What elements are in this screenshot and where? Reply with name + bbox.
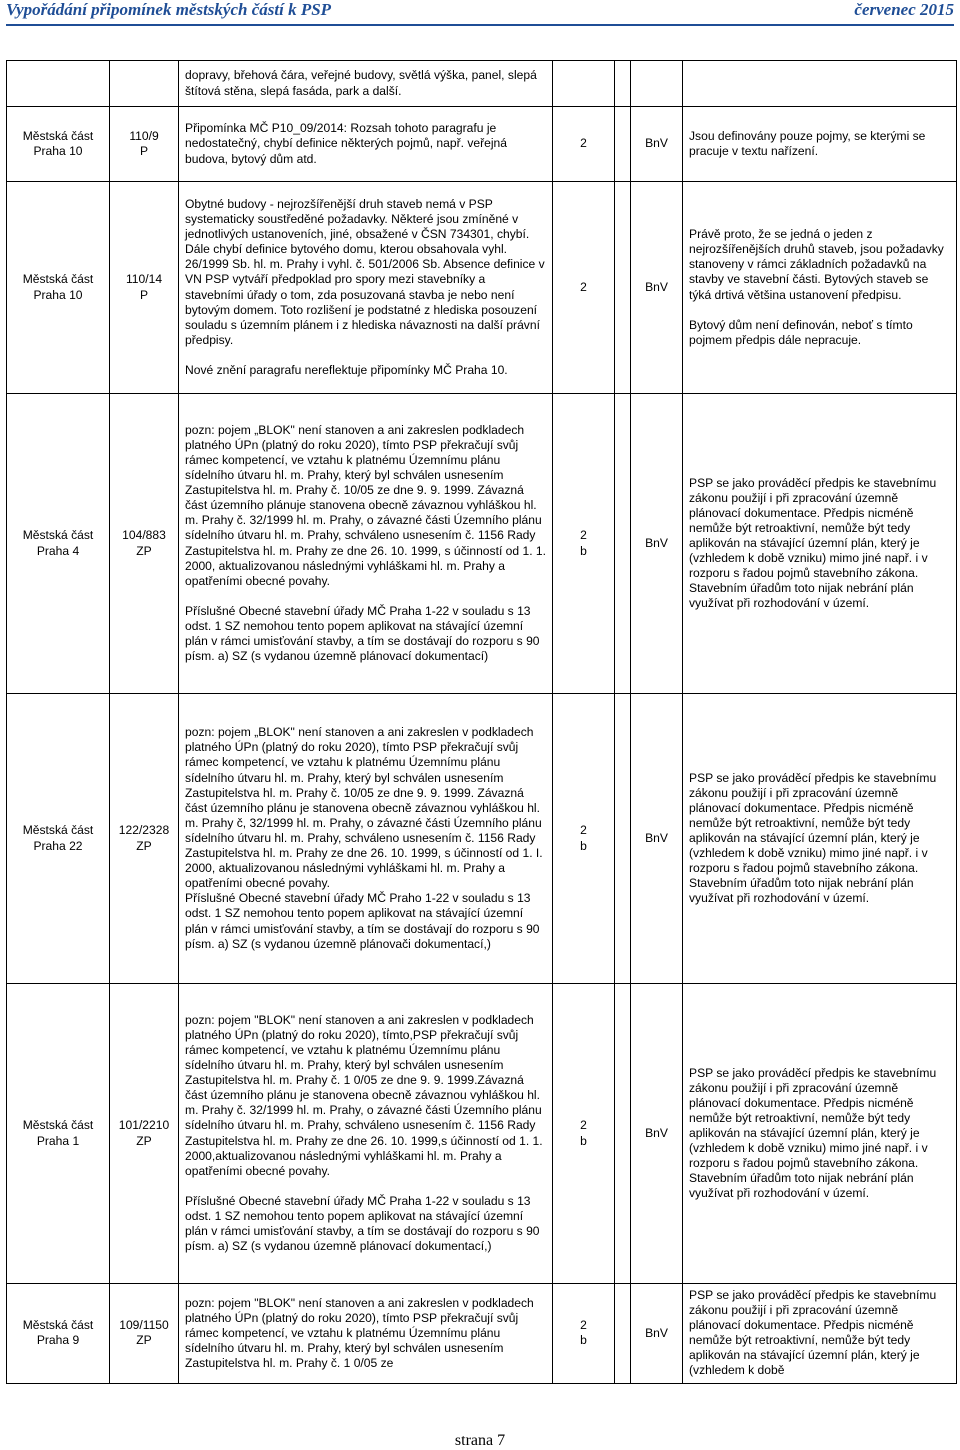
comment-paragraph: pozn: pojem "BLOK" není stanoven a ani zakreslen v podkladech platného ÚPn (platný do roku 2020), tímto,PSP překračují svůj rámec kompetencí, ve vztahu k platnému Územnímu plánu sídelního útvaru hl. m. Prahy, který byl schválen usnesením Zastupitelstva hl. m. Prahy č. 1 0/05 ze dne 9. 9. 1999.Závazná část územního plánu je stanovena obecně závaznou vyhláškou hl. m. Prahy č. 32/1999 hl. m. Prahy, o závazné části Územního plánu sídelního útvaru hl. m. Prahy, schváleno usnesením č. 1156 Rady Zastupitelstva hl. m. Prahy ze dne 26. 10. 1999,s účinností od 1. 1. 2000,aktualizovanou následnými vyhláškami hl. m. Prahy a opatřeními obecné povahy. <box>185 1012 543 1178</box>
header-title: Vypořádání připomínek městských částí k PSP <box>6 0 332 19</box>
city-district-cell: Městská část Praha 4 <box>7 394 110 694</box>
comment-paragraph: dopravy, břehová čára, veřejné budovy, světlá výška, panel, slepá štítová stěna, slepá fasáda, park a další. <box>185 68 537 98</box>
comment-text-cell <box>179 182 553 394</box>
comment-paragraph: pozn: pojem „BLOK" není stanoven a ani zakreslen podkladech platného ÚPn (platný do roku 2020), tímto PSP překračují svůj rámec kompetencí, ve vztahu k platnému Územnímu plánu sídelního útvaru hl. m. Prahy, který byl schválen usnesením Zastupitelstva hl. m. Prahy č. 10/05 ze dne 9. 9. 1999. Závazná část územního plánuje stanovena obecně závaznou vyhláškou hl. m. Prahy č. 32/1999 hl. m. Prahy, o závazné části Územního plánu sídelního útvaru hl. m. Prahy, schváleno usnesením č. 1156 Rady Zastupitelstva hl. m. Prahy ze dne 26. 10. 1999, s účinností od 1. 1. 2000, aktualizovanou následnými vyhláškami hl. m. Prahy a opatřeními obecné povahy. <box>185 422 547 588</box>
reference-cell: 110/14 P <box>110 182 179 394</box>
table-row <box>7 1284 957 1384</box>
comment-paragraph: Příslušné Obecné stavební úřady MČ Praha 1-22 v souladu s 13 odst. 1 SZ nemohou tento popem aplikovat na stávající územní plán v rámci umisťování stavby, a tím se dostávají do rozporu s 90 písm. a) SZ (s vydanou územně plánovací dokumentací) <box>185 603 540 664</box>
comment-paragraph: Příslušné Obecné stavební úřady MČ Praha 1-22 v souladu s 13 odst. 1 SZ nemohou tento popem aplikovat na stávající územní plán v rámci umisťování stavby, a tím se dostávají do rozporu s 90 písm. a) SZ (s vydanou územně plánovací dokumentací,) <box>185 1193 540 1254</box>
assignee-cell: BnV <box>631 394 683 694</box>
comment-paragraph: Obytné budovy - nejrozšířenější druh staveb nemá v PSP systematicky soustředěné požadavky. Některé jsou zmíněné v jednotlivých ustanoveních, jiné, obsažené v ČSN 734301, chybí. Dále chybí definice bytového domu, kterou obsahovala vyhl. 26/1999 Sb. hl. m. Prahy i vyhl. č. 501/2006 Sb. Absence definice v VN PSP vytváří předpoklad pro spory mezi stavebníky a stavebními úřady o tom, zda posuzovaná stavba je nebo není bytovým domem. Toto rozlišení je podstatné z hlediska posouzení souladu s územním plánem i z hlediska návaznosti na další právní předpisy. <box>185 196 545 347</box>
comment-text-cell <box>179 61 553 107</box>
city-district-cell <box>7 61 110 107</box>
response-cell <box>683 394 957 694</box>
header-rule <box>6 24 954 26</box>
comment-text-cell <box>179 394 553 694</box>
category-cell: 2 b <box>553 1284 615 1384</box>
table-row <box>7 694 957 984</box>
response-paragraph: PSP se jako prováděcí předpis ke stavebnímu zákonu použijí i při zpracování územně plánovací dokumentace. Předpis nicméně nemůže být retroaktivní, nemůže být tedy aplikován na stávající územní plán, který je (vzhledem k době vzniku) mimo jiné např. i v rozporu s řadou pojmů stavebního zákona. Stavebním úřadům toto nijak nebrání plán využívat při rozhodování v území. <box>689 1065 937 1201</box>
comment-paragraph: Nové znění paragrafu nereflektuje připomínky MČ Praha 10. <box>185 362 508 377</box>
city-district-cell: Městská část Praha 22 <box>7 694 110 984</box>
page-header <box>6 0 954 26</box>
response-paragraph: PSP se jako prováděcí předpis ke stavebnímu zákonu použijí i při zpracování územně plánovací dokumentace. Předpis nicméně nemůže být retroaktivní, nemůže být tedy aplikován na stávající územní plán, který je (vzhledem k době vzniku) mimo jiné např. i v rozporu s řadou pojmů stavebního zákona. Stavebním úřadům toto nijak nebrání plán využívat při rozhodování v území. <box>689 475 937 611</box>
reference-cell: 122/2328 ZP <box>110 694 179 984</box>
spacer-cell <box>615 1284 631 1384</box>
category-cell: 2 <box>553 107 615 182</box>
category-cell: 2 b <box>553 984 615 1284</box>
assignee-cell: BnV <box>631 1284 683 1384</box>
table-row <box>7 984 957 1284</box>
header-date: červenec 2015 <box>854 0 954 19</box>
reference-cell: 101/2210 ZP <box>110 984 179 1284</box>
response-cell <box>683 984 957 1284</box>
category-cell <box>553 61 615 107</box>
assignee-cell <box>631 61 683 107</box>
city-district-cell: Městská část Praha 10 <box>7 107 110 182</box>
comment-text-cell <box>179 107 553 182</box>
reference-cell: 110/9 P <box>110 107 179 182</box>
response-cell <box>683 107 957 182</box>
reference-cell: 109/1150 ZP <box>110 1284 179 1384</box>
response-paragraph: PSP se jako prováděcí předpis ke stavebnímu zákonu použijí i při zpracování územně plánovací dokumentace. Předpis nicméně nemůže být retroaktivní, nemůže být tedy aplikován na stávající územní plán, který je (vzhledem k době <box>689 1288 937 1378</box>
spacer-cell <box>615 394 631 694</box>
spacer-cell <box>615 694 631 984</box>
comment-text-cell <box>179 1284 553 1384</box>
category-cell: 2 b <box>553 694 615 984</box>
assignee-cell: BnV <box>631 694 683 984</box>
table-row <box>7 61 957 107</box>
assignee-cell: BnV <box>631 182 683 394</box>
comment-paragraph: Připomínka MČ P10_09/2014: Rozsah tohoto paragrafu je nedostatečný, chybí definice některých pojmů, např. veřejná budova, bytový dům atd. <box>185 121 508 166</box>
response-paragraph: Bytový dům není definován, neboť s tímto pojmem předpis dále nepracuje. <box>689 317 913 347</box>
response-cell <box>683 1284 957 1384</box>
city-district-cell: Městská část Praha 10 <box>7 182 110 394</box>
response-paragraph: Právě proto, že se jedná o jeden z nejrozšířenějších druhů staveb, jsou požadavky stanoveny v rámci základních požadavků na stavby ve stavební části. Bytových staveb se týká drtivá většina ustanovení předpisu. <box>689 227 944 302</box>
comments-table <box>6 60 957 1384</box>
table-row <box>7 394 957 694</box>
response-cell <box>683 182 957 394</box>
comment-paragraph: pozn: pojem „BLOK" není stanoven a ani zakreslen v podkladech platného ÚPn (platný do roku 2020), tímto PSP překračují svůj rámec kompetencí, ve vztahu k platnému Územnímu plánu sídelního útvaru hl. m. Prahy, který byl schválen usnesením Zastupitelstva hl. m. Prahy č. 10/05 ze dne 9. 9. 1999. Závazná část územního plánu je stanovena obecně závaznou vyhláškou hl. m. Prahy č, 32/1999 hl. m. Prahy, o závazné části Územního plánu sídelního útvaru hl. m. Prahy, schváleno usnesením č. 1156 Rady Zastupitelstva hl. m. Prahy ze dne 26. 10. 1999, s účinností od 1. I. 2000, aktualizovanou následnými vyhláškami hl. m. Prahy a opatřeními obecné povahy. Příslušné Obecné stavební úřady MČ Praho 1-22 v souladu s 13 odst. 1 SZ nemohou tento popem aplikovat na stávající územní plán v rámci umisťování stavby, a tím se dostávají do rozporu s 90 písm. a) SZ (s vydanou územně plánovači dokumentací,) <box>185 725 543 951</box>
spacer-cell <box>615 182 631 394</box>
comment-text-cell <box>179 694 553 984</box>
response-paragraph: Jsou definovány pouze pojmy, se kterými se pracuje v textu nařízení. <box>689 128 926 158</box>
spacer-cell <box>615 984 631 1284</box>
reference-cell <box>110 61 179 107</box>
city-district-cell: Městská část Praha 1 <box>7 984 110 1284</box>
spacer-cell <box>615 107 631 182</box>
table-row <box>7 107 957 182</box>
reference-cell: 104/883 ZP <box>110 394 179 694</box>
city-district-cell: Městská část Praha 9 <box>7 1284 110 1384</box>
assignee-cell: BnV <box>631 107 683 182</box>
comment-text-cell <box>179 984 553 1284</box>
spacer-cell <box>615 61 631 107</box>
assignee-cell: BnV <box>631 984 683 1284</box>
response-paragraph: PSP se jako prováděcí předpis ke stavebnímu zákonu použijí i při zpracování územně plánovací dokumentace. Předpis nicméně nemůže být retroaktivní, nemůže být tedy aplikován na stávající územní plán, který je (vzhledem k době vzniku) mimo jiné např. i v rozporu s řadou pojmů stavebního zákona. Stavebním úřadům toto nijak nebrání plán využívat při rozhodování v území. <box>689 770 937 906</box>
response-cell <box>683 61 957 107</box>
comment-paragraph: pozn: pojem "BLOK" není stanoven a ani zakreslen v podkladech platného ÚPn (platný do roku 2020), tímto PSP překračují svůj rámec kompetencí, ve vztahu k platnému Územnímu plánu sídelního útvaru hl. m. Prahy, který byl schválen usnesením Zastupitelstva hl. m. Prahy č. 1 0/05 ze <box>185 1295 534 1370</box>
table-row <box>7 182 957 394</box>
response-cell <box>683 694 957 984</box>
page-number: strana 7 <box>454 1432 506 1449</box>
category-cell: 2 <box>553 182 615 394</box>
category-cell: 2 b <box>553 394 615 694</box>
